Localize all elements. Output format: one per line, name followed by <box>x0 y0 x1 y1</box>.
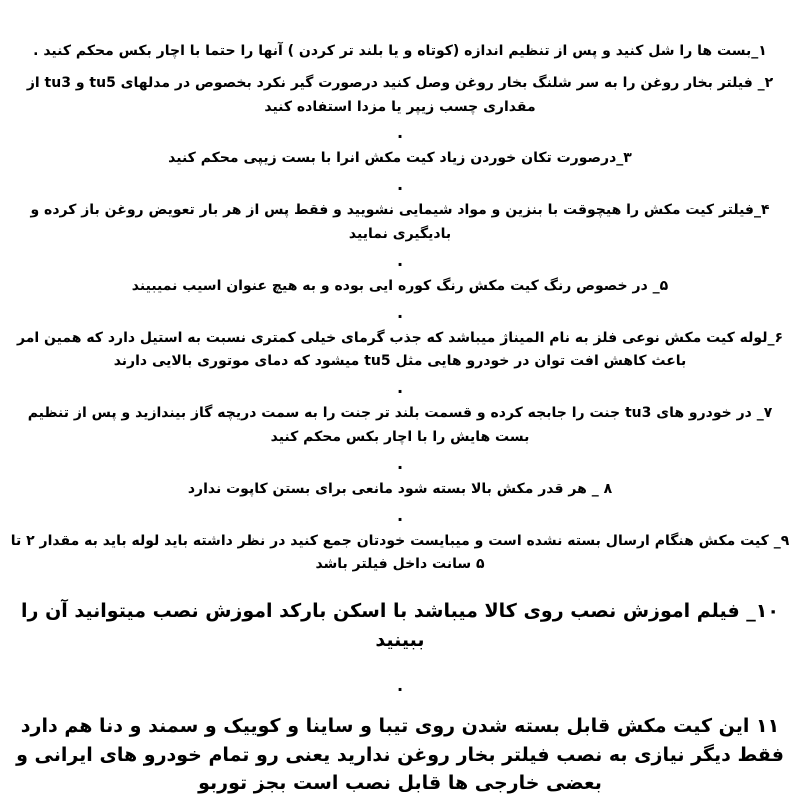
instruction-item-7: ۷_ در خودرو های tu3 جنت را جابجه کرده و قسمت بلند تر جنت را به سمت دریچه گاز بیندازید و پس از تنظیم بست هایش را با اچار بکس محکم کنید <box>27 405 773 445</box>
separator-dot: . <box>396 505 404 525</box>
separator-dot: . <box>396 250 404 270</box>
separator-dot: . <box>396 175 404 195</box>
instruction-item-5: ۵_ در خصوص رنگ کیت مکش رنگ کوره ایی بوده و به هیچ عنوان اسیب نمیبیند <box>131 277 669 294</box>
separator-dot: . <box>396 123 404 143</box>
instruction-item-6: ۶_لوله کیت مکش نوعی فلز به نام المیناژ میباشد که جذب گرمای خیلی کمتری نسبت به استیل دارد که همین امر باعث کاهش افت توان در خودرو هایی مثل tu5 میشود که دمای موتوری بالایی دارند <box>16 329 784 370</box>
instruction-item-8: ۸ _ هر قدر مکش بالا بسته شود مانعی برای بستن کاپوت ندارد <box>187 480 613 497</box>
instruction-item-2: ۲_ فیلتر بخار روغن را به سر شلنگ بخار روغن وصل کنید درصورت گیر نکرد بخصوص در مدلهای tu5 و tu3 از مقداری چسب زیپر یا مزدا استفاده کنید <box>26 74 774 115</box>
separator-dot: . <box>396 378 404 398</box>
instruction-item-4: ۴_فیلتر کیت مکش را هیچوقت با بنزین و مواد شیمایی نشویید و فقط پس از هر بار تعویض روغن باز کرده و بادیگیری نمایید <box>30 202 770 242</box>
instruction-item-3: ۳_درصورت تکان خوردن زیاد کیت مکش انرا با بست زیپی محکم کنید <box>168 150 632 167</box>
instruction-item-11: ۱۱ این کیت مکش قابل بسته شدن روی تیبا و ساینا و کوییک و سمند و دنا هم دارد فقط دیگر نیازی به نصب فیلتر بخار روغن ندارید یعنی رو تمام خودرو های ایرانی و بعضی خارجی ها قابل نصب است بجز توربو <box>16 715 784 795</box>
separator-dot: . <box>396 676 404 696</box>
instruction-item-1: ۱_بست ها را شل کنید و پس از تنظیم اندازه (کوتاه و یا بلند تر کردن ) آنها را حتما با اچار بکس محکم کنید . <box>33 43 767 59</box>
instruction-item-10: ۱۰_ فیلم اموزش نصب روی کالا میباشد با اسکن بارکد اموزش نصب میتوانید آن را ببینید <box>21 600 779 651</box>
separator-dot: . <box>396 302 404 322</box>
separator-dot: . <box>396 453 404 473</box>
instruction-item-9: ۹_ کیت مکش هنگام ارسال بسته نشده است و میبایست خودتان جمع کنید در نظر داشته باید لوله باید به مقدار ۲ تا ۵ سانت داخل فیلتر باشد <box>10 532 790 573</box>
